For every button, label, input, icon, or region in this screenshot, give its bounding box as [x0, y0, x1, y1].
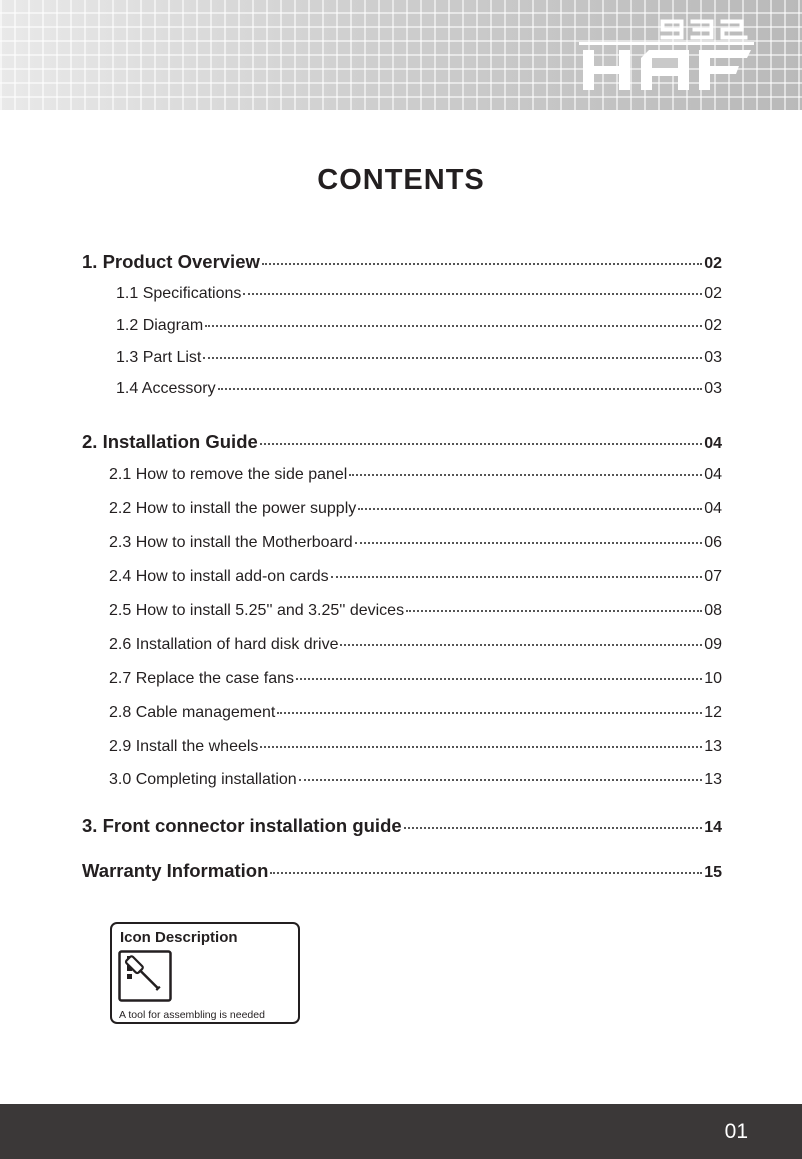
- toc-entry-label: 2.6 Installation of hard disk drive: [109, 636, 339, 653]
- toc-entry-label: 2.5 How to install 5.25'' and 3.25'' devices: [109, 602, 405, 619]
- toc-entry-label: 2.7 Replace the case fans: [109, 670, 295, 687]
- page-number: 01: [724, 1120, 748, 1143]
- toc-entry-part-list[interactable]: [116, 349, 722, 367]
- toc-entry-label: 3.0 Completing installation: [109, 771, 297, 788]
- toc-entry-install-addon-cards[interactable]: [109, 568, 722, 586]
- toc-entry-label: 1.4 Accessory: [116, 380, 216, 397]
- dot-leader: [260, 443, 702, 445]
- dot-leader: [218, 388, 703, 390]
- toc-entry-page: 03: [704, 349, 722, 366]
- toc-entry-completing-installation[interactable]: [109, 771, 722, 789]
- toc-entry-page: 09: [704, 636, 722, 653]
- toc-entry-remove-side-panel[interactable]: [109, 466, 722, 484]
- icon-description-box: [110, 922, 300, 1024]
- dot-leader: [349, 474, 702, 476]
- dot-leader: [243, 293, 702, 295]
- toc-entry-install-motherboard[interactable]: [109, 534, 722, 552]
- toc-entry-page: 04: [704, 435, 722, 452]
- page-footer: [0, 1104, 802, 1159]
- toc-entry-page: 02: [704, 317, 722, 334]
- dot-leader: [203, 357, 702, 359]
- toc-entry-diagram[interactable]: [116, 317, 722, 335]
- toc-entry-label: Warranty Information: [82, 860, 269, 881]
- toc-entry-page: 14: [704, 819, 722, 836]
- toc-entry-page: 04: [704, 466, 722, 483]
- toc-entry-front-connector[interactable]: [82, 815, 722, 837]
- toc-entry-cable-management[interactable]: [109, 704, 722, 722]
- toc-entry-label: 2.1 How to remove the side panel: [109, 466, 348, 483]
- toc-entry-page: 07: [704, 568, 722, 585]
- toc-entry-page: 03: [704, 380, 722, 397]
- screwdriver-warning-icon: [118, 950, 172, 1002]
- dot-leader: [331, 576, 703, 578]
- dot-leader: [262, 263, 702, 265]
- toc-entry-page: 04: [704, 500, 722, 517]
- toc-entry-specifications[interactable]: [116, 285, 722, 303]
- toc-entry-page: 08: [704, 602, 722, 619]
- toc-entry-page: 10: [704, 670, 722, 687]
- dot-leader: [340, 644, 702, 646]
- toc-entry-accessory[interactable]: [116, 380, 722, 398]
- toc-entry-page: 13: [704, 771, 722, 788]
- toc-entry-label: 2.2 How to install the power supply: [109, 500, 357, 517]
- toc-entry-install-hard-disk[interactable]: [109, 636, 722, 654]
- icon-box-title: Icon Description: [120, 929, 238, 946]
- toc-entry-label: 1.3 Part List: [116, 349, 202, 366]
- toc-entry-page: 12: [704, 704, 722, 721]
- dot-leader: [296, 678, 702, 680]
- dot-leader: [355, 542, 703, 544]
- toc-entry-label: 2.9 Install the wheels: [109, 738, 259, 755]
- dot-leader: [406, 610, 702, 612]
- toc-entry-warranty[interactable]: [82, 860, 722, 882]
- toc-entry-installation-guide[interactable]: [82, 431, 722, 453]
- toc-entry-label: 3. Front connector installation guide: [82, 815, 402, 836]
- toc-entry-page: 06: [704, 534, 722, 551]
- toc-entry-label: 2. Installation Guide: [82, 431, 258, 452]
- toc-entry-install-power-supply[interactable]: [109, 500, 722, 518]
- toc-entry-label: 2.8 Cable management: [109, 704, 276, 721]
- dot-leader: [260, 746, 702, 748]
- dot-leader: [358, 508, 702, 510]
- icon-box-caption: A tool for assembling is needed: [119, 1009, 265, 1021]
- toc-entry-install-devices[interactable]: [109, 602, 722, 620]
- toc-entry-label: 2.4 How to install add-on cards: [109, 568, 329, 585]
- toc-entry-install-wheels[interactable]: [109, 738, 722, 756]
- toc-entry-page: 02: [704, 255, 722, 272]
- dot-leader: [205, 325, 702, 327]
- toc-entry-replace-case-fans[interactable]: [109, 670, 722, 688]
- toc-entry-label: 1.2 Diagram: [116, 317, 204, 334]
- haf-932-logo: [579, 14, 754, 94]
- dot-leader: [277, 712, 702, 714]
- toc-entry-page: 02: [704, 285, 722, 302]
- dot-leader: [270, 872, 702, 874]
- dot-leader: [299, 779, 703, 781]
- toc-entry-product-overview[interactable]: [82, 251, 722, 273]
- page-header: [0, 0, 802, 110]
- toc-entry-label: 1. Product Overview: [82, 251, 260, 272]
- page-title: CONTENTS: [317, 164, 485, 196]
- toc-entry-label: 1.1 Specifications: [116, 285, 242, 302]
- dot-leader: [404, 827, 703, 829]
- toc-entry-label: 2.3 How to install the Motherboard: [109, 534, 353, 551]
- toc-entry-page: 15: [704, 864, 722, 881]
- toc-entry-page: 13: [704, 738, 722, 755]
